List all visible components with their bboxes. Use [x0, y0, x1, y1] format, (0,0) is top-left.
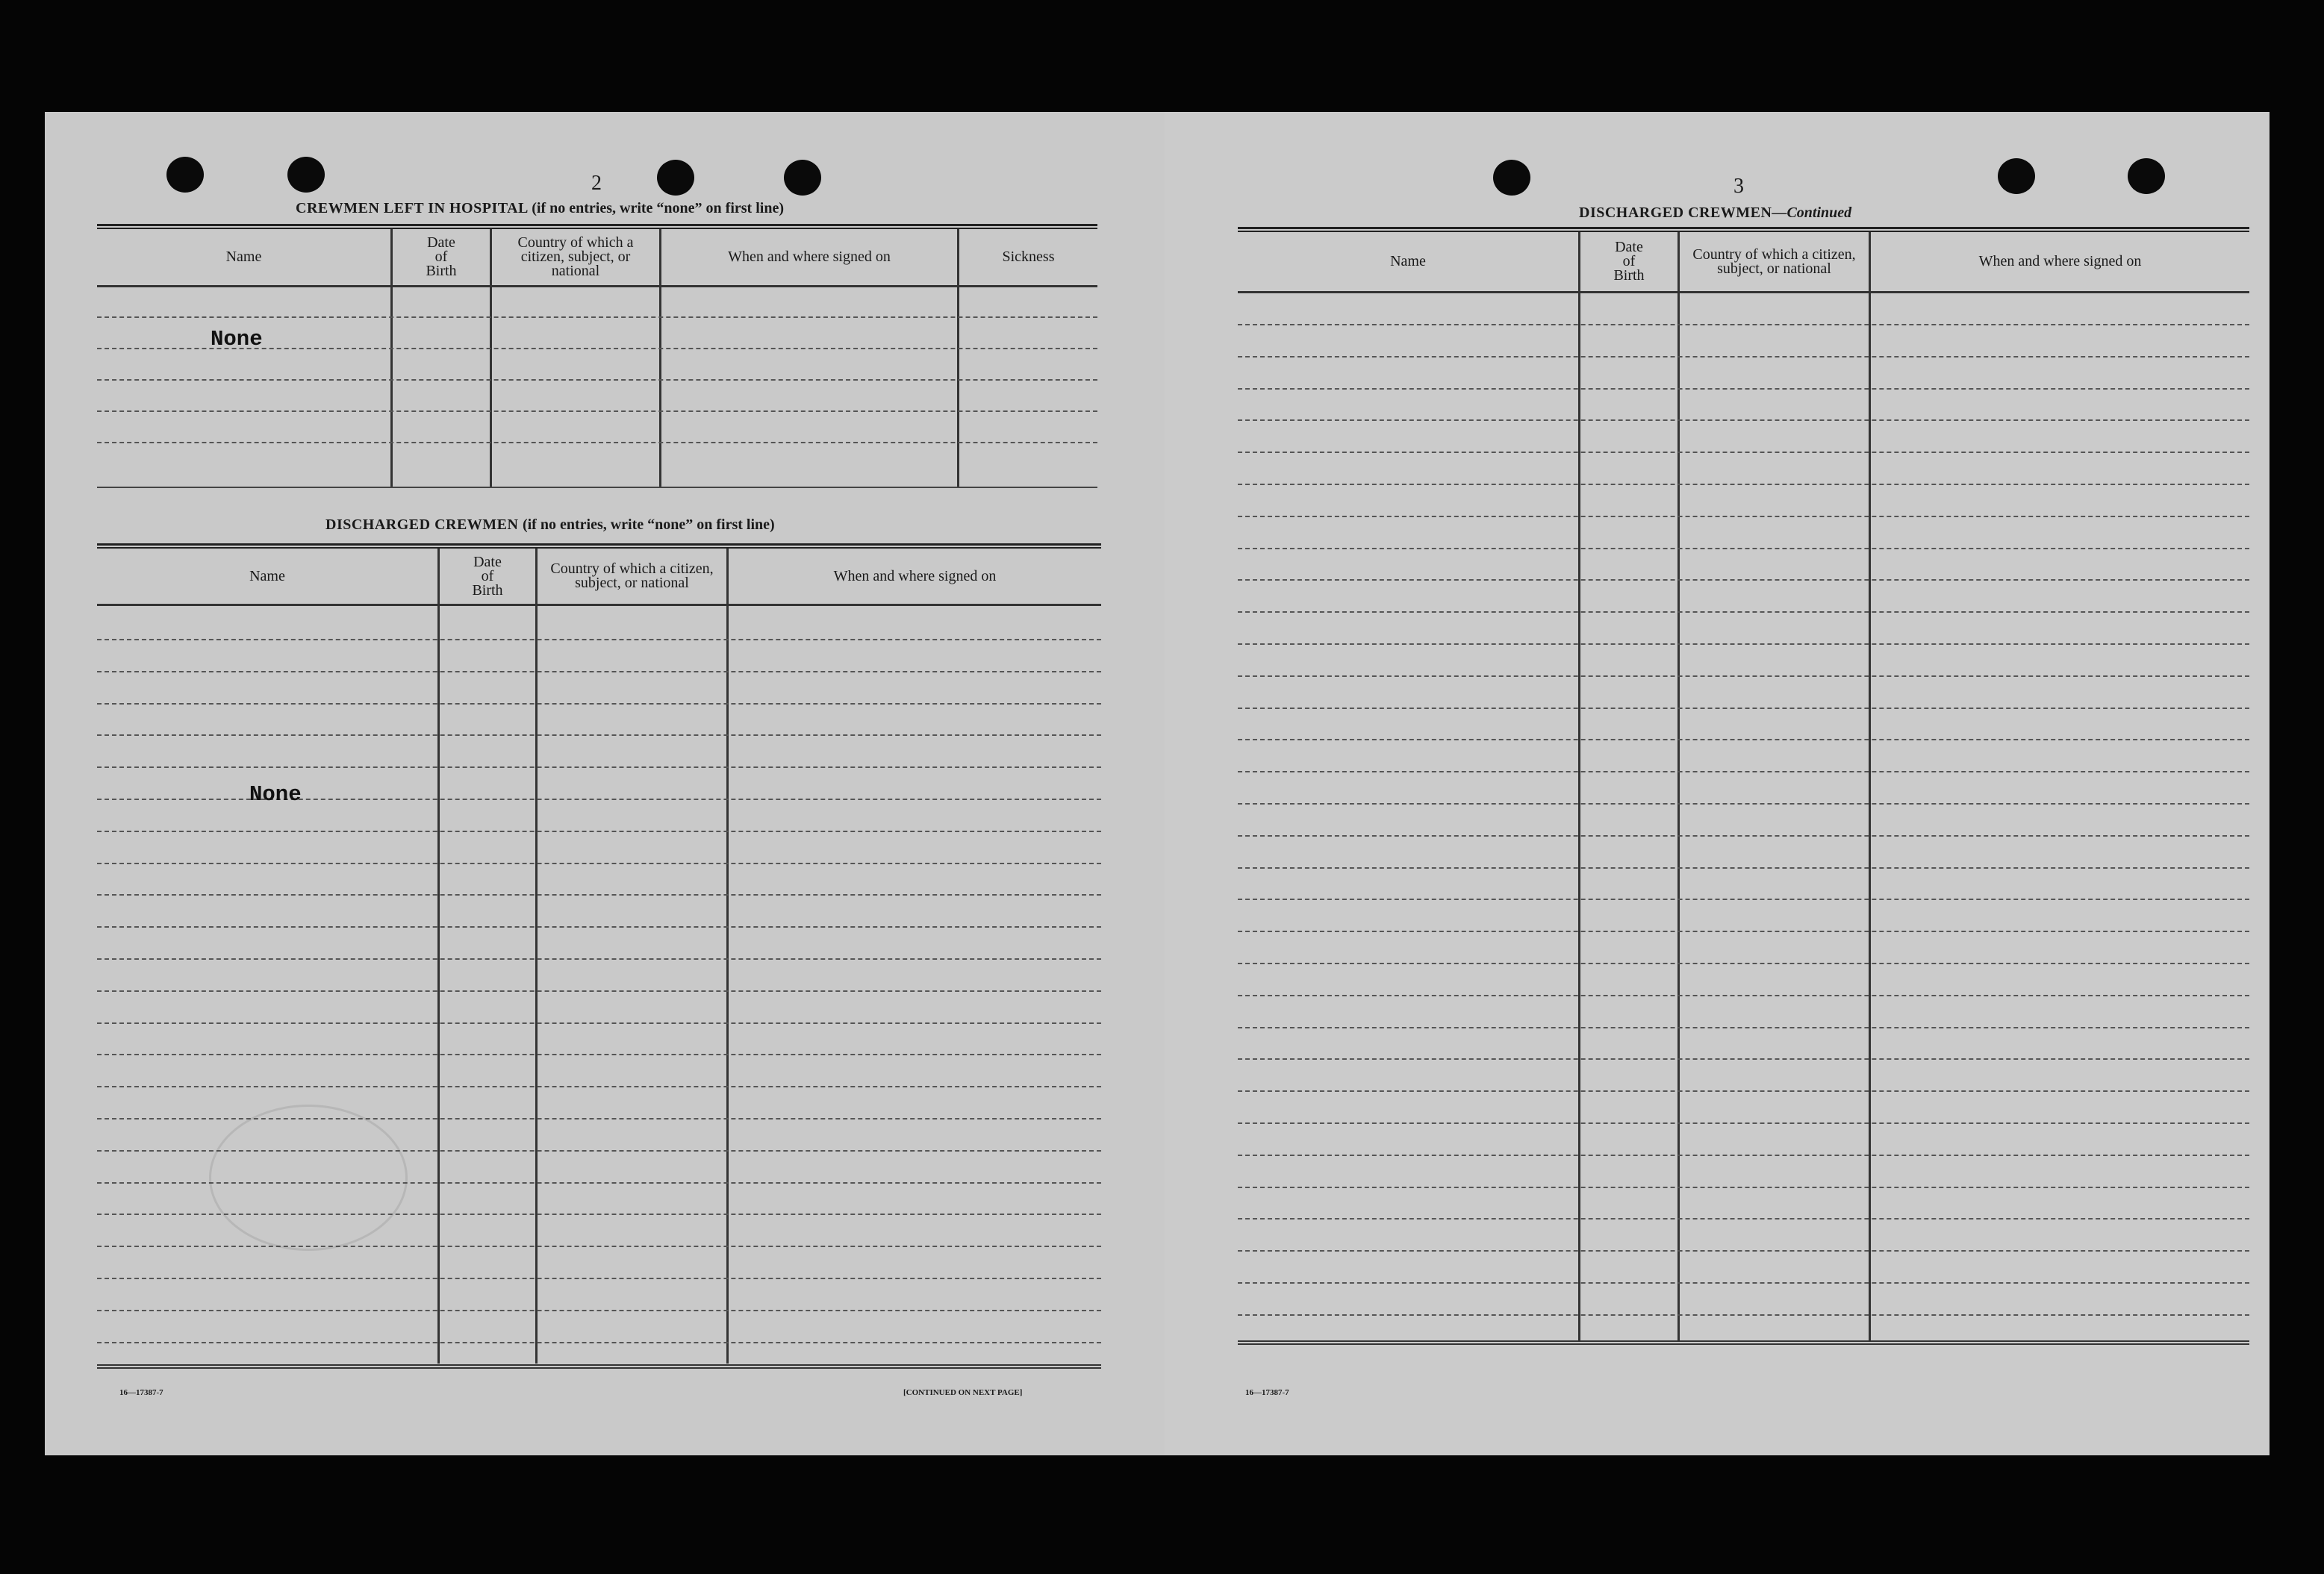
- entry-line: [1238, 1155, 2249, 1156]
- faint-stamp: [209, 1105, 408, 1251]
- table-top-rule: [97, 543, 1101, 549]
- entry-line: [1238, 388, 2249, 390]
- discharged-entry-none: None: [249, 782, 302, 807]
- entry-line: [97, 1246, 1101, 1247]
- entry-line: [97, 894, 1101, 896]
- entry-line: [97, 410, 1097, 412]
- entry-line: [1238, 1122, 2249, 1124]
- punch-hole: [2128, 158, 2165, 194]
- table-top-rule: [97, 224, 1097, 229]
- entry-line: [97, 766, 1101, 768]
- entry-line: [97, 1054, 1101, 1055]
- punch-hole: [287, 157, 325, 193]
- entry-line: [97, 316, 1097, 318]
- discharged-continued-main: DISCHARGED CREWMEN: [1579, 204, 1772, 221]
- entry-line: [1238, 1314, 2249, 1316]
- col-signed-header: When and where signed on: [833, 567, 997, 584]
- column-divider: [659, 229, 661, 488]
- table-bottom-rule: [1238, 1340, 2249, 1345]
- entry-line: [1238, 324, 2249, 325]
- punch-hole: [784, 160, 821, 196]
- entry-line: [1238, 1218, 2249, 1219]
- hospital-title-text: CREWMEN LEFT IN HOSPITAL: [296, 200, 528, 216]
- column-divider: [1869, 232, 1871, 1340]
- column-divider: [957, 229, 959, 488]
- entry-line: [97, 863, 1101, 864]
- entry-line: [97, 671, 1101, 672]
- discharged-title-note: (if no entries, write “none” on first line): [522, 516, 775, 533]
- entry-line: [1238, 611, 2249, 613]
- discharged-header-row: [97, 549, 1101, 606]
- discharged-continued-table: [1238, 227, 2249, 1346]
- hospital-entry-none: None: [211, 327, 263, 352]
- entry-line: [1238, 771, 2249, 772]
- entry-line: [1238, 548, 2249, 549]
- entry-line: [1238, 995, 2249, 996]
- column-divider: [1578, 232, 1580, 1340]
- continued-note: [CONTINUED ON NEXT PAGE]: [903, 1388, 1023, 1397]
- discharged-continued-suffix: —Continued: [1772, 204, 1852, 221]
- discharged-table: [97, 543, 1101, 1369]
- entry-line: [1238, 516, 2249, 517]
- punch-hole: [657, 160, 694, 196]
- entry-line: [1238, 963, 2249, 964]
- col-country-header: Country of which a citizen, subject, or national: [550, 560, 714, 591]
- col-name-header: Name: [225, 249, 262, 265]
- discharged-continued-header-row: [1238, 232, 2249, 293]
- entry-line: [1238, 579, 2249, 581]
- entry-line: [97, 442, 1097, 443]
- column-divider: [1677, 232, 1680, 1340]
- hospital-section-title: [296, 200, 784, 217]
- right-page: [1165, 112, 2270, 1455]
- entry-line: [97, 734, 1101, 736]
- entry-line: [1238, 867, 2249, 869]
- entry-line: [97, 990, 1101, 992]
- entry-line: [97, 1022, 1101, 1024]
- col-name-header: Name: [1390, 253, 1426, 269]
- entry-line: [97, 958, 1101, 960]
- entry-line: [1238, 931, 2249, 932]
- entry-line: [97, 1342, 1101, 1343]
- punch-hole: [1493, 160, 1530, 196]
- col-country-header: Country of which a citizen, subject, or national: [1692, 246, 1856, 277]
- entry-line: [97, 1310, 1101, 1311]
- entry-line: [1238, 803, 2249, 805]
- entry-line: [1238, 1250, 2249, 1252]
- col-sickness-header: Sickness: [1002, 249, 1055, 265]
- punch-hole: [1998, 158, 2035, 194]
- entry-line: [1238, 835, 2249, 837]
- form-number: 16—17387-7: [119, 1388, 163, 1397]
- entry-line: [1238, 899, 2249, 900]
- page-number: 2: [591, 172, 602, 195]
- entry-line: [1238, 1187, 2249, 1188]
- entry-line: [1238, 419, 2249, 421]
- entry-line: [97, 1086, 1101, 1087]
- entry-line: [97, 831, 1101, 832]
- discharged-title-text: DISCHARGED CREWMEN: [325, 516, 519, 533]
- table-top-rule: [1238, 227, 2249, 232]
- entry-line: [97, 799, 1101, 800]
- left-page: [45, 112, 1165, 1455]
- col-signed-header: When and where signed on: [1978, 253, 2142, 269]
- column-divider: [490, 229, 492, 488]
- entry-line: [97, 926, 1101, 928]
- entry-line: [1238, 1058, 2249, 1060]
- column-divider: [390, 229, 393, 488]
- entry-line: [97, 703, 1101, 705]
- col-dob-header: Date of Birth: [1613, 239, 1645, 284]
- col-signed-header: When and where signed on: [728, 249, 891, 265]
- hospital-header-row: [97, 229, 1097, 287]
- entry-line: [1238, 356, 2249, 357]
- col-name-header: Name: [249, 567, 285, 584]
- entry-line: [1238, 484, 2249, 485]
- page-number: 3: [1733, 175, 1744, 198]
- entry-line: [1238, 1282, 2249, 1284]
- entry-line: [1238, 675, 2249, 677]
- entry-line: [1238, 643, 2249, 645]
- entry-line: [1238, 739, 2249, 740]
- discharged-continued-title: [1579, 204, 1851, 222]
- form-number: 16—17387-7: [1245, 1388, 1289, 1397]
- col-country-header: Country of which a citizen, subject, or national: [517, 234, 634, 279]
- entry-line: [1238, 708, 2249, 709]
- entry-line: [1238, 452, 2249, 453]
- discharged-section-title: [325, 516, 775, 534]
- entry-line: [97, 487, 1097, 488]
- entry-line: [1238, 1090, 2249, 1092]
- entry-line: [97, 639, 1101, 640]
- punch-hole: [166, 157, 204, 193]
- hospital-table: [97, 224, 1097, 493]
- col-dob-header: Date of Birth: [426, 234, 457, 279]
- entry-line: [1238, 1027, 2249, 1028]
- hospital-title-note: (if no entries, write “none” on first line): [532, 200, 784, 216]
- table-bottom-rule: [97, 1364, 1101, 1369]
- col-dob-header: Date of Birth: [472, 553, 503, 599]
- entry-line: [97, 1278, 1101, 1279]
- entry-line: [97, 379, 1097, 381]
